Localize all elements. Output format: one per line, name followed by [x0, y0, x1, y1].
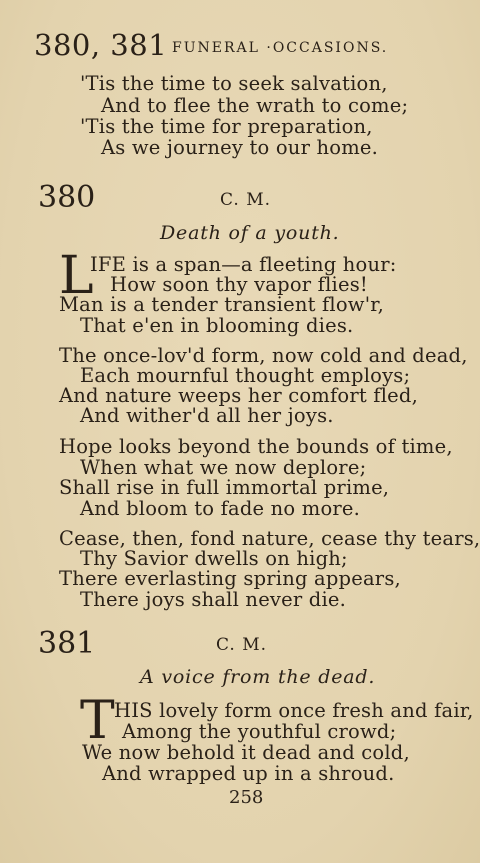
hymn-380-s1-line-4: That e'en in blooming dies. — [80, 314, 354, 337]
hymn-380-s1-line-1: IFE is a span—a fleeting hour: — [90, 253, 397, 276]
hymn-381-drop-cap: T — [80, 691, 115, 751]
hymn-380-s1-line-2: How soon thy vapor flies! — [110, 273, 368, 296]
hymn-381-subtitle: A voice from the dead. — [140, 666, 376, 688]
intro-line-1: 'Tis the time to seek salvation, — [80, 72, 388, 95]
hymn-380-s3-line-2: When what we now deplore; — [80, 456, 367, 479]
hymn-380-s2-line-1: The once-lov'd form, now cold and dead, — [59, 344, 468, 367]
page-number: 258 — [229, 787, 264, 808]
hymn-380-number: 380 — [38, 180, 96, 215]
hymn-380-s2-line-2: Each mournful thought employs; — [80, 364, 411, 387]
hymn-381-s1-line-4: And wrapped up in a shroud. — [102, 762, 395, 785]
intro-line-2: And to flee the wrath to come; — [101, 94, 409, 117]
hymn-380-meter: C. M. — [220, 190, 272, 210]
hymn-380-subtitle: Death of a youth. — [160, 222, 340, 244]
hymn-381-s1-line-1: HIS lovely form once fresh and fair, — [114, 699, 474, 722]
hymn-381-s1-line-3: We now behold it dead and cold, — [82, 741, 410, 764]
header-hymn-numbers: 380, 381 — [34, 28, 168, 62]
hymn-380-s4-line-4: There joys shall never die. — [80, 588, 347, 611]
header-section-title: FUNERAL ·OCCASIONS. — [172, 40, 389, 56]
hymn-380-s2-line-4: And wither'd all her joys. — [80, 404, 334, 427]
hymn-380-s2-line-3: And nature weeps her comfort fled, — [59, 384, 418, 407]
hymn-380-s3-line-1: Hope looks beyond the bounds of time, — [59, 435, 453, 458]
hymn-380-s4-line-2: Thy Savior dwells on high; — [80, 547, 348, 570]
hymn-381-meter: C. M. — [216, 635, 268, 655]
hymn-380-s4-line-3: There everlasting spring appears, — [59, 567, 401, 590]
hymn-380-s3-line-4: And bloom to fade no more. — [80, 497, 361, 520]
hymn-380-s1-line-3: Man is a tender transient flow'r, — [59, 293, 385, 316]
hymn-380-drop-cap: L — [59, 246, 94, 306]
hymn-380-s4-line-1: Cease, then, fond nature, cease thy tears, — [59, 527, 480, 550]
intro-line-4: As we journey to our home. — [101, 136, 379, 159]
hymn-381-number: 381 — [38, 626, 96, 661]
intro-line-3: 'Tis the time for preparation, — [80, 115, 373, 138]
hymn-381-s1-line-2: Among the youthful crowd; — [122, 720, 397, 743]
hymn-380-s3-line-3: Shall rise in full immortal prime, — [59, 476, 390, 499]
